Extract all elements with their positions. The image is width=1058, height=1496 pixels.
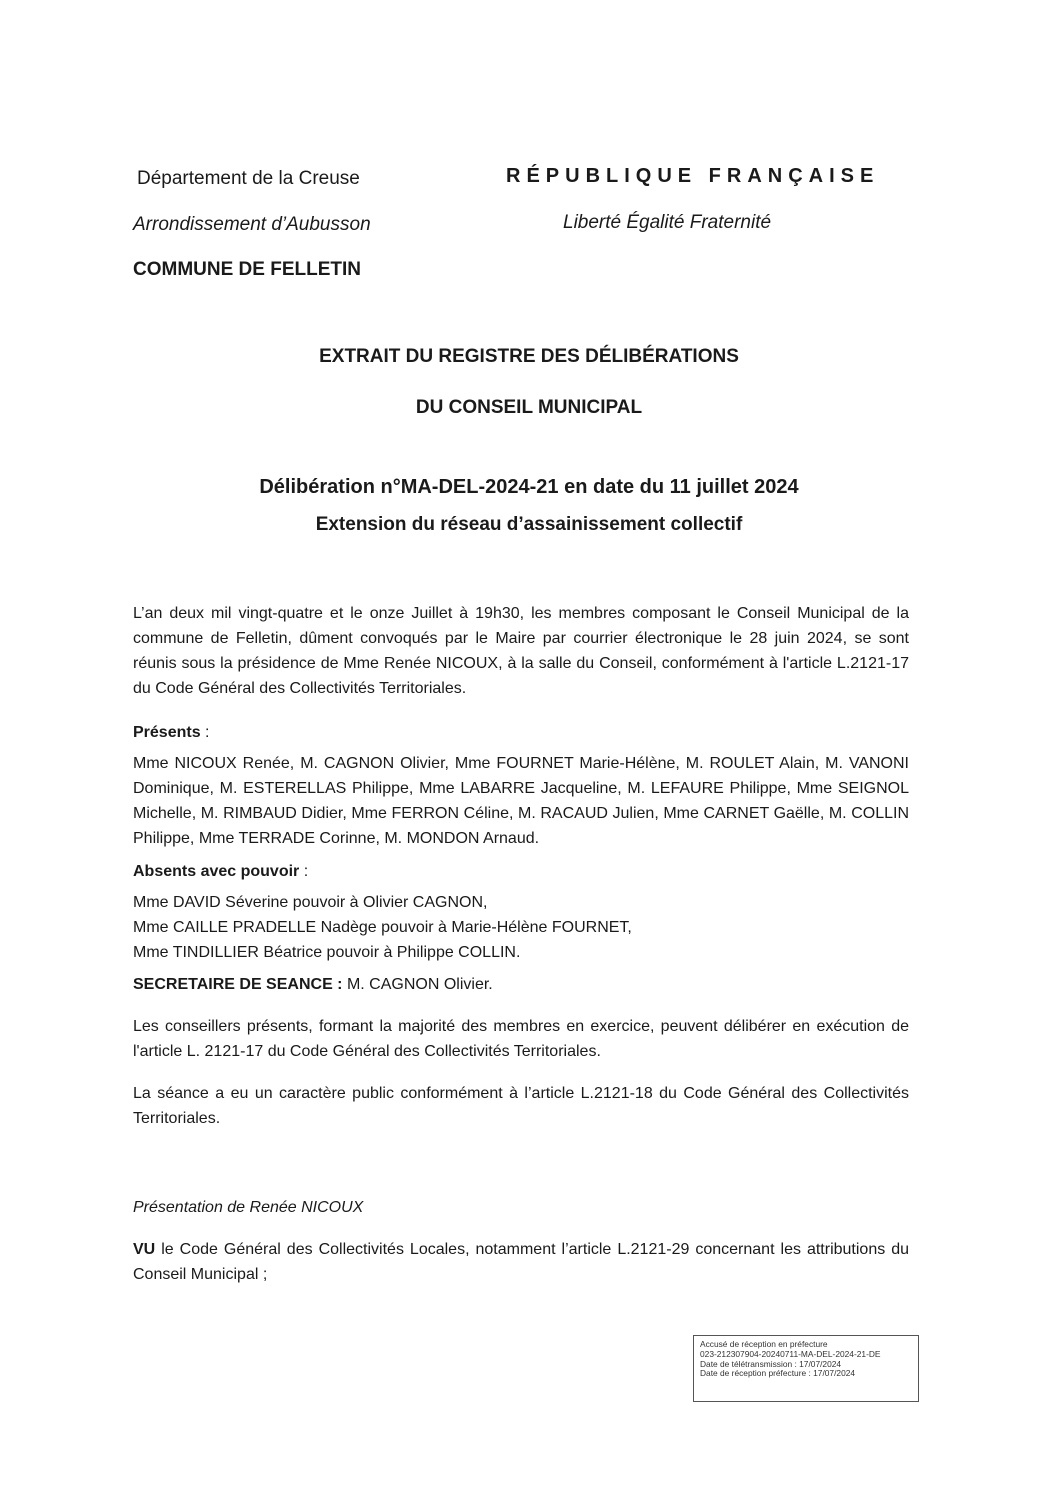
intro-paragraph: L’an deux mil vingt-quatre et le onze Juillet à 19h30, les membres composant le Conseil Municipal de la commune de Felletin, dûment convoqués par le Maire par courrier électronique le 28 juin 2024, se sont réunis sous la présidence de Mme Renée NICOUX, à la salle du Conseil, conformément à l'article L.2121-17 du Code Général des Collectivités Territoriales. bbox=[133, 605, 909, 697]
presents-label: Présents bbox=[133, 724, 201, 741]
presentation-line: Présentation de Renée NICOUX bbox=[133, 1199, 364, 1216]
absents-label: Absents avec pouvoir bbox=[133, 863, 300, 880]
extrait-title-line2: DU CONSEIL MUNICIPAL bbox=[415, 397, 643, 418]
secretaire-label: SECRETAIRE DE SEANCE : bbox=[133, 976, 343, 993]
secretaire-line bbox=[133, 972, 909, 997]
republique-heading: RÉPUBLIQUE FRANÇAISE bbox=[506, 165, 880, 187]
presents-colon: : bbox=[200, 724, 210, 741]
stamp-line-title: Accusé de réception en préfecture bbox=[700, 1340, 828, 1349]
absents-colon: : bbox=[299, 863, 309, 880]
departement-label: Département de la Creuse bbox=[137, 168, 360, 189]
presents-heading bbox=[133, 720, 909, 745]
vu-paragraph bbox=[133, 1237, 909, 1287]
commune-label: COMMUNE DE FELLETIN bbox=[133, 259, 361, 280]
arrondissement-label: Arrondissement d’Aubusson bbox=[133, 214, 371, 235]
vu-text: le Code Général des Collectivités Locales, notamment l’article L.2121-29 concernant les attributions du Conseil Municipal ; bbox=[133, 1241, 909, 1283]
absent-item: Mme CAILLE PRADELLE Nadège pouvoir à Marie-Hélène FOURNET, bbox=[133, 919, 632, 936]
stamp-line-reception: Date de réception préfecture : 17/07/2024 bbox=[700, 1369, 856, 1379]
extrait-title-line1: EXTRAIT DU REGISTRE DES DÉLIBÉRATIONS bbox=[319, 346, 739, 367]
deliberation-subject: Extension du réseau d’assainissement collectif bbox=[315, 514, 743, 535]
absents-list bbox=[133, 890, 909, 965]
stamp-line-id: 023-212307904-20240711-MA-DEL-2024-21-DE bbox=[700, 1349, 881, 1359]
devise-label: Liberté Égalité Fraternité bbox=[563, 212, 772, 233]
public-paragraph: La séance a eu un caractère public conformément à l’article L.2121-18 du Code Général des Collectivités Territoriales. bbox=[133, 1085, 909, 1127]
presents-list: Mme NICOUX Renée, M. CAGNON Olivier, Mme FOURNET Marie-Hélène, M. ROULET Alain, M. VANONI Dominique, M. ESTERELLAS Philippe, Mme LABARRE Jacqueline, M. LEFAURE Philippe, Mme SEIGNOL Michelle, M. RIMBAUD Didier, Mme FERRON Céline, M. RACAUD Julien, Mme CARNET Gaëlle, M. COLLIN Philippe, Mme TERRADE Corinne, M. MONDON Arnaud. bbox=[133, 755, 909, 847]
absent-item: Mme TINDILLIER Béatrice pouvoir à Philippe COLLIN. bbox=[133, 944, 521, 961]
stamp-line-transmission: Date de télétransmission : 17/07/2024 bbox=[700, 1359, 842, 1369]
vu-label: VU bbox=[133, 1241, 156, 1258]
absents-heading bbox=[133, 859, 909, 884]
absent-item: Mme DAVID Séverine pouvoir à Olivier CAGNON, bbox=[133, 894, 488, 911]
quorum-paragraph: Les conseillers présents, formant la majorité des membres en exercice, peuvent délibérer en exécution de l'article L. 2121-17 du Code Général des Collectivités Territoriales. bbox=[133, 1018, 909, 1060]
secretaire-value: M. CAGNON Olivier. bbox=[342, 976, 493, 993]
deliberation-number: Délibération n°MA-DEL-2024-21 en date du 11 juillet 2024 bbox=[259, 476, 799, 498]
prefecture-receipt-stamp bbox=[693, 1335, 919, 1402]
